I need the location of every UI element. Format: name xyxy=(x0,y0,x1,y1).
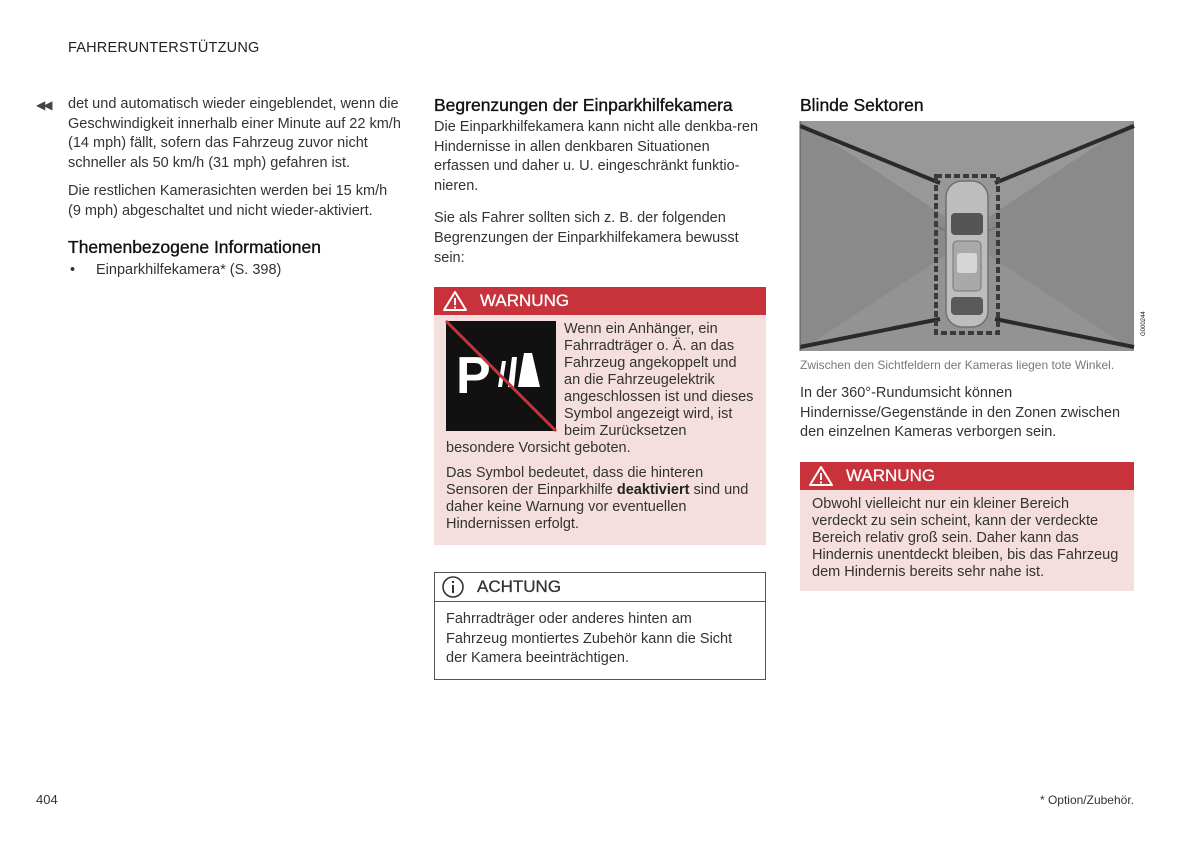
warning-body xyxy=(434,315,766,545)
paragraph: Die Einparkhilfekamera kann nicht alle denkba-ren Hindernisse in allen denkbaren Situationen erfassen und daher u. U. eingeschränkt funktio-nieren. xyxy=(434,119,759,194)
warning-box xyxy=(434,287,766,545)
symbol-letter: P xyxy=(456,347,491,406)
park-assist-disabled-icon xyxy=(446,321,556,431)
warning-text xyxy=(446,465,754,533)
caution-text: Fahrradträger oder anderes hinten am Fahrzeug montiertes Zubehör kann die Sicht der Kamera beeinträchtigen. xyxy=(446,611,733,667)
warning-body xyxy=(800,490,1134,591)
warning-header xyxy=(800,462,1134,490)
paragraph: Sie als Fahrer sollten sich z. B. der folgenden Begrenzungen der Einparkhilfekamera bewusst sein: xyxy=(434,210,739,266)
bullet: • xyxy=(70,261,76,278)
warning-text: Obwohl vielleicht nur ein kleiner Bereich verdeckt zu sein scheint, kann der verdeckte Bereich relativ groß sein. Daher kann das Hindernis unentdeckt bleiben, bis das Fahrzeug dem Hindernis bereits sehr nahe ist. xyxy=(812,495,1119,580)
warning-text-part: Das Symbol bedeutet, dass die hinteren Sensoren der Einparkhilfe xyxy=(446,465,704,499)
image-code: G000244 xyxy=(1141,311,1147,336)
caution-body xyxy=(435,602,765,679)
related-link-text[interactable]: Einparkhilfekamera* (S. 398) xyxy=(96,261,282,278)
car-top-view-icon xyxy=(800,121,1147,351)
column-left xyxy=(68,95,403,280)
warning-box xyxy=(800,462,1134,591)
section-heading: Begrenzungen der Einparkhilfekamera xyxy=(434,95,733,115)
chevron-double-left-icon: ◀◀ xyxy=(36,98,51,112)
page-number: 404 xyxy=(36,792,58,807)
warning-text-bold: deaktiviert xyxy=(616,482,690,499)
blind-sectors-figure xyxy=(800,121,1147,351)
paragraph: In der 360°-Rundumsicht können Hindernisse/Gegenstände in den Zonen zwischen den einzelnen Kameras verborgen sein. xyxy=(800,385,1121,441)
warning-text-part: sind und daher keine Warnung vor eventuellen Hindernissen erfolgt. xyxy=(446,482,749,533)
footnote: * Option/Zubehör. xyxy=(1039,793,1134,807)
paragraph: det und automatisch wieder eingeblendet, wenn die Geschwindigkeit innerhalb einer Minute auf 22 km/h (14 mph) fällt, sofern das Fahrzeug zuvor nicht schneller als 50 km/h (31 mph) gefahren ist. xyxy=(68,96,401,171)
warning-triangle-icon xyxy=(442,290,468,312)
warning-triangle-icon xyxy=(808,465,834,487)
figure-caption: Zwischen den Sichtfeldern der Kameras liegen tote Winkel. xyxy=(800,358,1115,372)
related-link[interactable] xyxy=(68,261,403,280)
caution-title: ACHTUNG xyxy=(477,577,562,597)
paragraph: Die restlichen Kamerasichten werden bei 15 km/h (9 mph) abgeschaltet und nicht wieder-aktiviert. xyxy=(68,183,388,219)
warning-title: WARNUNG xyxy=(846,465,936,485)
column-middle xyxy=(434,95,766,680)
warning-text: Wenn ein Anhänger, ein Fahrradträger o. Ä. an das Fahrzeug angekoppelt und an die Fahrzeugelektrik angeschlossen ist und dieses Symbol angezeigt wird, ist beim Zurücksetzen besondere Vorsicht geboten. xyxy=(446,321,754,457)
caution-box xyxy=(434,572,766,680)
warning-title: WARNUNG xyxy=(480,291,570,311)
related-info-heading: Themenbezogene Informationen xyxy=(68,236,321,257)
warning-header xyxy=(434,287,766,315)
related-info-list xyxy=(68,261,403,280)
info-circle-icon xyxy=(441,575,465,599)
caution-header xyxy=(435,573,765,602)
section-header: FAHRERUNTERSTÜTZUNG xyxy=(68,40,260,56)
column-right xyxy=(800,95,1147,591)
section-heading: Blinde Sektoren xyxy=(800,95,924,115)
